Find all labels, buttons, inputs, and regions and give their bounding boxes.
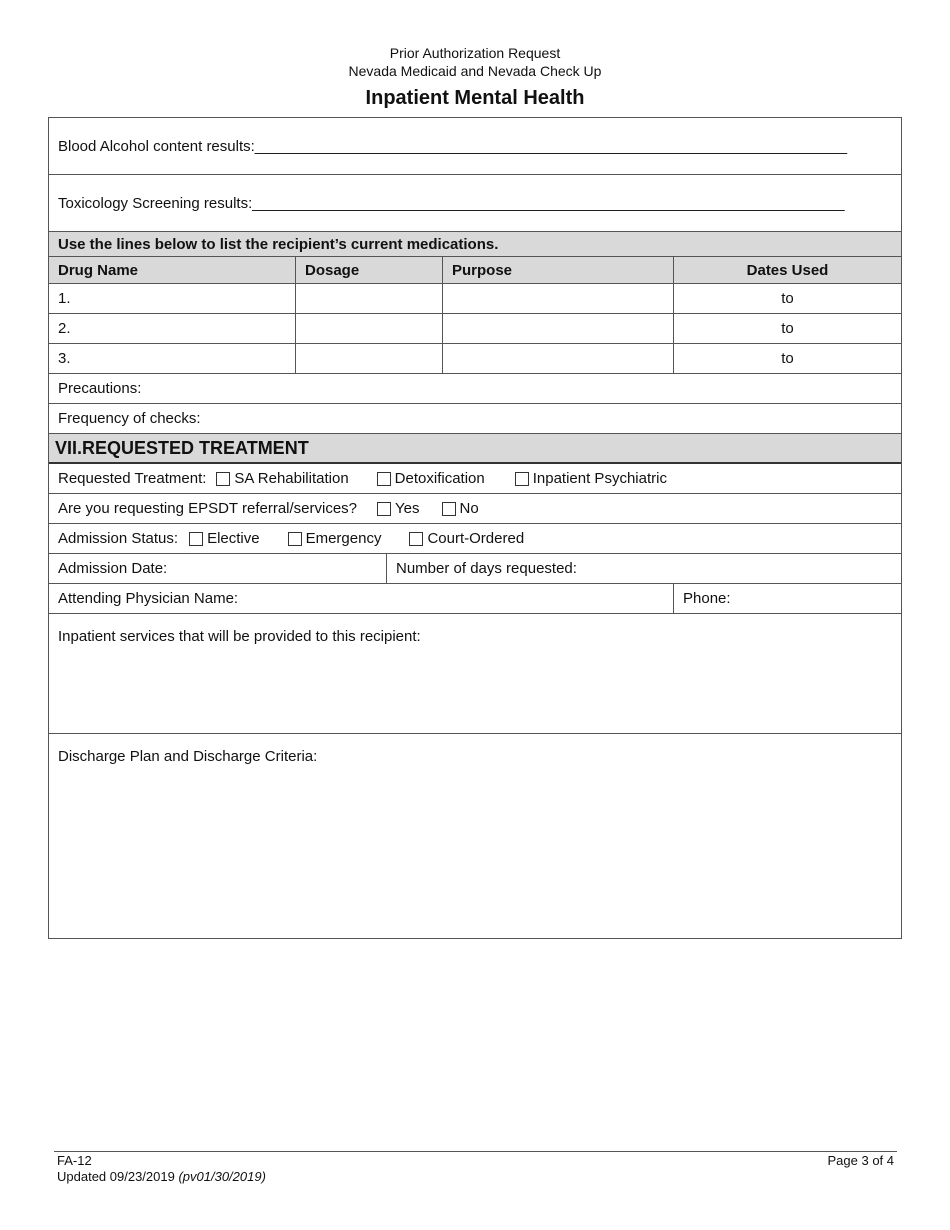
frequency-row — [49, 404, 901, 434]
table-row — [49, 344, 901, 374]
drug-name-cell[interactable]: 3. — [58, 350, 71, 367]
admission-status-label: Admission Status: — [58, 530, 179, 547]
toxicology-row — [49, 175, 901, 232]
drug-name-cell[interactable]: 2. — [58, 320, 71, 337]
purpose-cell[interactable] — [442, 284, 673, 313]
checkbox-icon[interactable] — [216, 472, 230, 486]
admission-date-field[interactable]: Admission Date: — [58, 560, 168, 577]
precautions-row — [49, 374, 901, 404]
drug-name-cell[interactable]: 1. — [58, 290, 71, 307]
attending-physician-field[interactable]: Attending Physician Name: — [58, 590, 239, 607]
section-header-requested-treatment — [49, 434, 901, 464]
medications-instruction-row — [49, 232, 901, 257]
epsdt-yes-option[interactable]: Yes — [377, 500, 419, 517]
admission-status-row — [49, 524, 901, 554]
requested-treatment-label: Requested Treatment: — [58, 470, 207, 487]
frequency-of-checks-field[interactable]: Frequency of checks: — [58, 410, 201, 427]
epsdt-label: Are you requesting EPSDT referral/services? — [58, 500, 358, 517]
form-subtitle-line1: Prior Authorization Request — [389, 45, 561, 61]
dosage-cell[interactable] — [295, 344, 442, 373]
updated-date: Updated 09/23/2019 (pv01/30/2019) — [57, 1169, 266, 1184]
epsdt-no-option[interactable]: No — [442, 500, 479, 517]
checkbox-icon[interactable] — [189, 532, 203, 546]
inpatient-services-field[interactable]: Inpatient services that will be provided to this recipient: — [58, 628, 421, 645]
section-number: VII. — [55, 437, 83, 458]
page-number: Page 3 of 4 — [827, 1153, 894, 1168]
requested-treatment-row — [49, 464, 901, 494]
epsdt-row — [49, 494, 901, 524]
medications-instruction: Use the lines below to list the recipient’s current medications. — [58, 235, 499, 253]
column-header-drug-name: Drug Name — [58, 261, 139, 279]
purpose-cell[interactable] — [442, 314, 673, 343]
section-title: REQUESTED TREATMENT — [82, 437, 309, 458]
form-container — [48, 117, 902, 939]
medications-header-row — [49, 257, 901, 284]
version-note: (pv01/30/2019) — [178, 1169, 266, 1184]
physician-row — [49, 584, 901, 614]
checkbox-icon[interactable] — [442, 502, 456, 516]
checkbox-icon[interactable] — [515, 472, 529, 486]
checkbox-icon[interactable] — [288, 532, 302, 546]
dates-used-cell[interactable]: to — [673, 344, 901, 373]
emergency-option[interactable]: Emergency — [288, 530, 382, 547]
column-header-purpose: Purpose — [442, 257, 673, 283]
page-title: Inpatient Mental Health — [365, 87, 585, 109]
footer-left — [57, 1153, 266, 1185]
admission-date-row — [49, 554, 901, 584]
dates-used-cell[interactable]: to — [673, 284, 901, 313]
checkbox-icon[interactable] — [377, 472, 391, 486]
table-row — [49, 314, 901, 344]
days-requested-field[interactable]: Number of days requested: — [386, 554, 901, 583]
blood-alcohol-field[interactable]: Blood Alcohol content results:_______________________________________________________________________ — [58, 137, 848, 155]
phone-field[interactable]: Phone: — [673, 584, 901, 613]
checkbox-icon[interactable] — [377, 502, 391, 516]
column-header-dosage: Dosage — [295, 257, 442, 283]
dates-used-cell[interactable]: to — [673, 314, 901, 343]
discharge-plan-field[interactable]: Discharge Plan and Discharge Criteria: — [58, 748, 318, 765]
precautions-field[interactable]: Precautions: — [58, 380, 142, 397]
inpatient-psychiatric-option[interactable]: Inpatient Psychiatric — [515, 470, 667, 487]
form-subtitle-line2: Nevada Medicaid and Nevada Check Up — [348, 63, 602, 79]
footer-divider — [54, 1151, 897, 1152]
detoxification-option[interactable]: Detoxification — [377, 470, 485, 487]
dosage-cell[interactable] — [295, 314, 442, 343]
elective-option[interactable]: Elective — [189, 530, 260, 547]
blood-alcohol-row — [49, 118, 901, 175]
column-header-dates-used: Dates Used — [673, 257, 901, 283]
table-row — [49, 284, 901, 314]
discharge-plan-row — [49, 734, 901, 938]
dosage-cell[interactable] — [295, 284, 442, 313]
form-id: FA-12 — [57, 1153, 92, 1168]
toxicology-field[interactable]: Toxicology Screening results:_______________________________________________________________________ — [58, 194, 845, 212]
court-ordered-option[interactable]: Court-Ordered — [409, 530, 524, 547]
inpatient-services-row — [49, 614, 901, 734]
purpose-cell[interactable] — [442, 344, 673, 373]
checkbox-icon[interactable] — [409, 532, 423, 546]
sa-rehabilitation-option[interactable]: SA Rehabilitation — [216, 470, 348, 487]
